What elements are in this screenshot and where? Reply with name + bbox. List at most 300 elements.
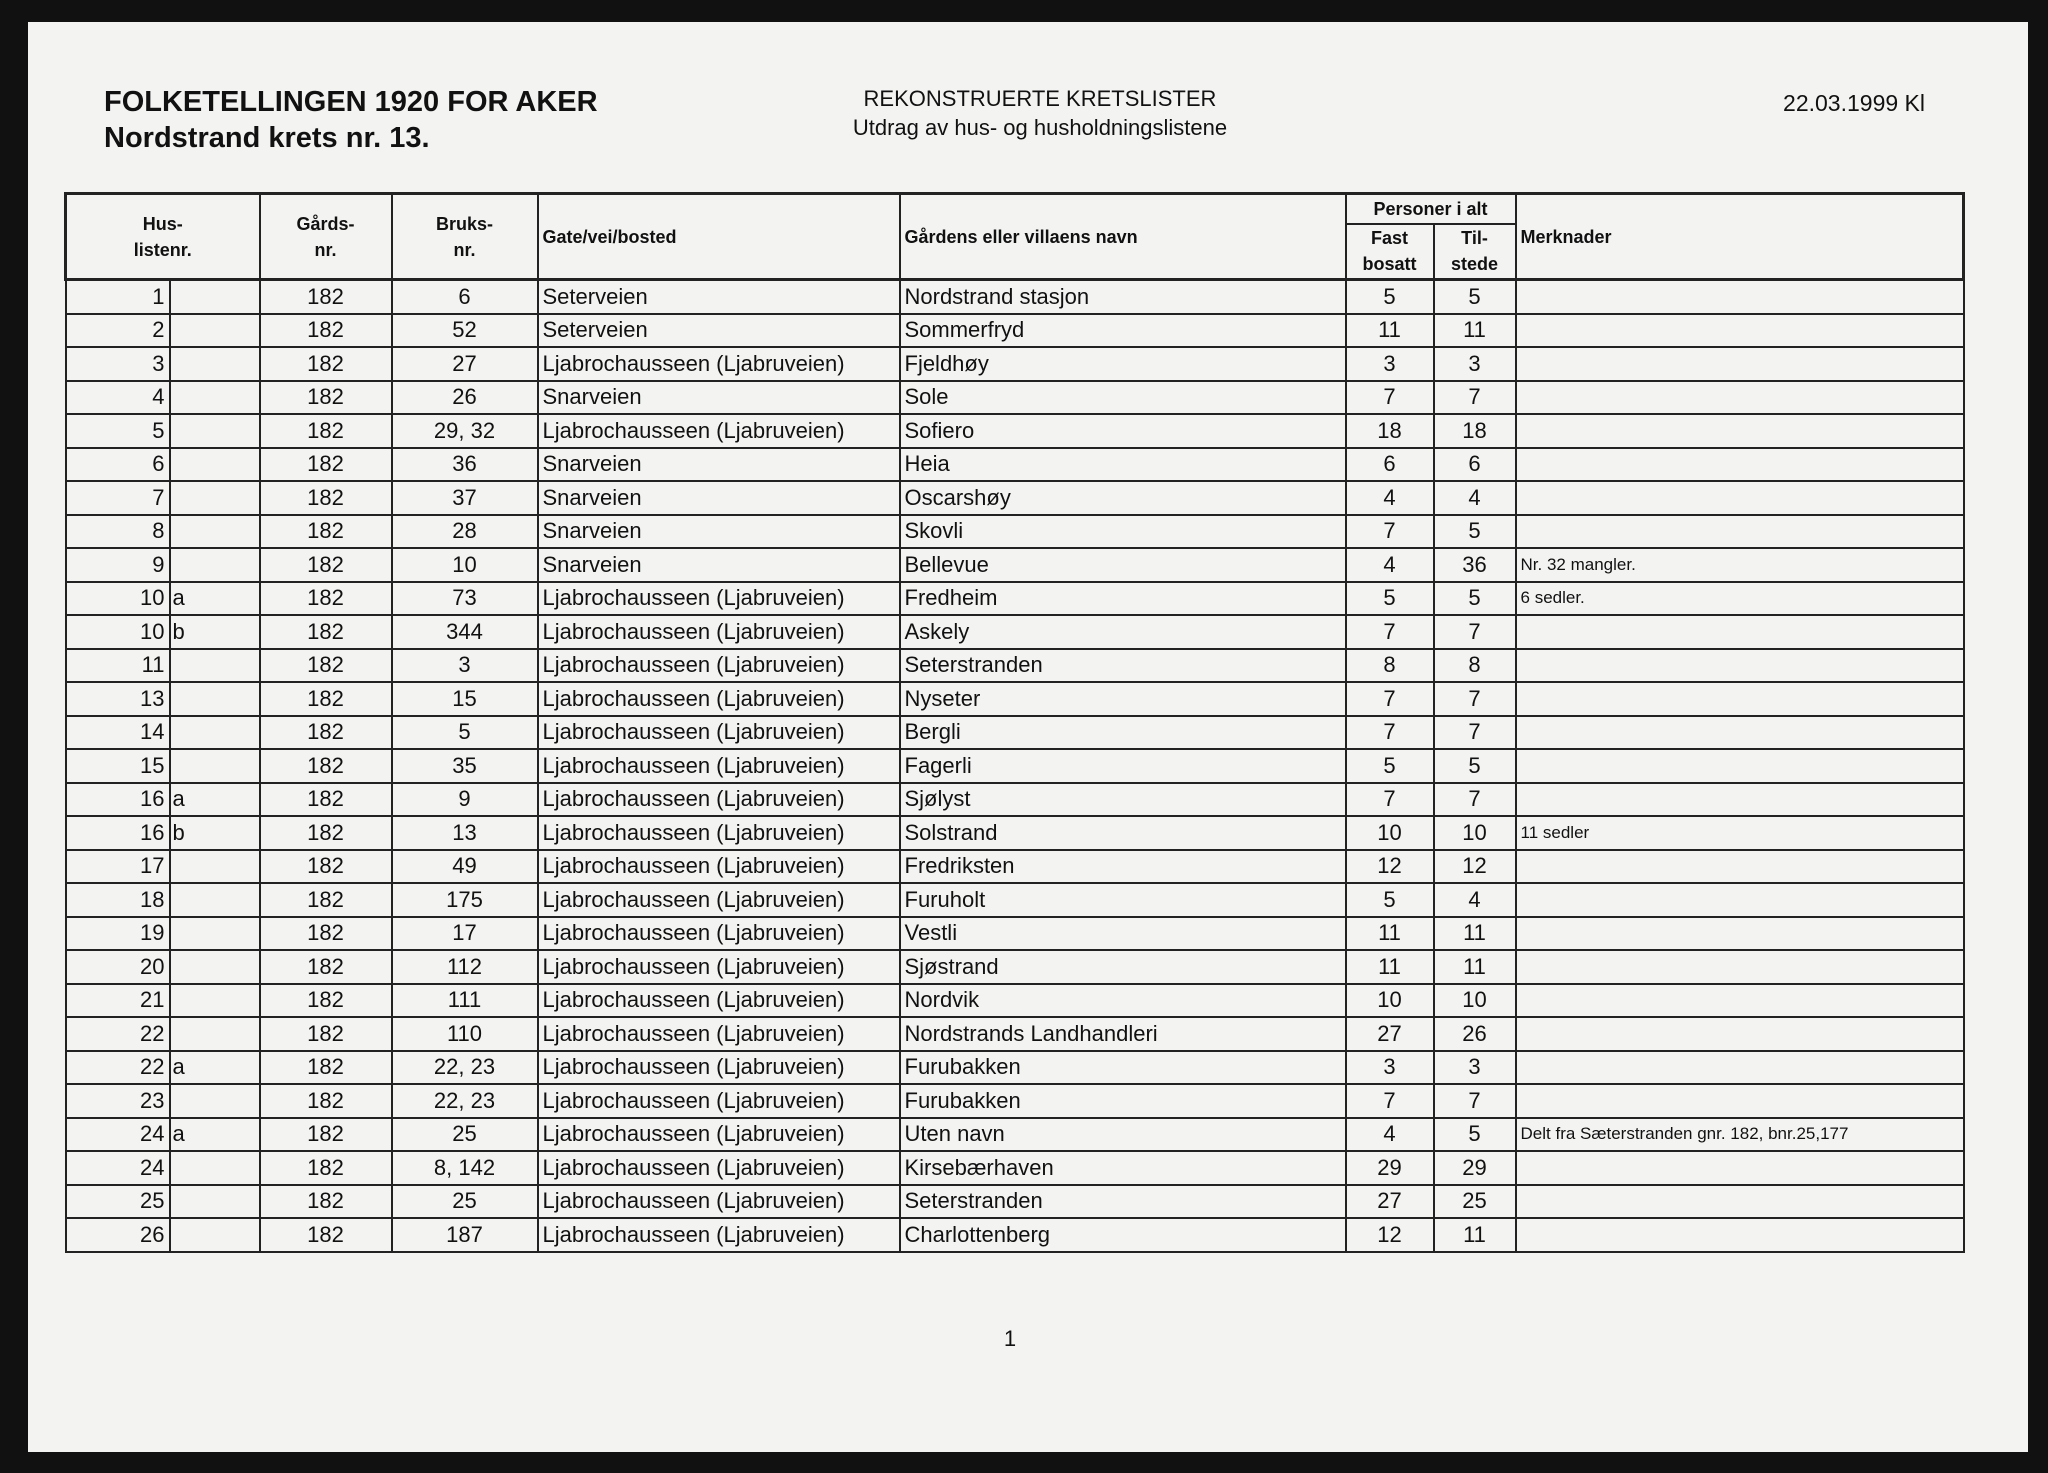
cell-hus: 23 (66, 1084, 170, 1118)
cell-navn: Sole (900, 381, 1346, 415)
cell-hus: 7 (66, 481, 170, 515)
cell-bruks: 175 (392, 883, 538, 917)
cell-gards: 182 (260, 649, 392, 683)
cell-navn: Furuholt (900, 883, 1346, 917)
cell-merknad (1516, 280, 1964, 314)
cell-fast: 7 (1346, 682, 1434, 716)
cell-fast: 3 (1346, 1051, 1434, 1085)
cell-suffix: b (170, 615, 260, 649)
cell-merknad (1516, 314, 1964, 348)
cell-fast: 11 (1346, 917, 1434, 951)
cell-gards: 182 (260, 414, 392, 448)
cell-bruks: 22, 23 (392, 1084, 538, 1118)
cell-gards: 182 (260, 1151, 392, 1185)
cell-suffix (170, 917, 260, 951)
cell-til: 25 (1434, 1185, 1516, 1219)
cell-gards: 182 (260, 615, 392, 649)
cell-til: 12 (1434, 850, 1516, 884)
cell-hus: 3 (66, 347, 170, 381)
cell-fast: 7 (1346, 783, 1434, 817)
table-row (66, 280, 1964, 314)
cell-navn: Askely (900, 615, 1346, 649)
table-row (66, 347, 1964, 381)
cell-navn: Sjøstrand (900, 950, 1346, 984)
cell-gate: Ljabrochausseen (Ljabruveien) (538, 1084, 900, 1118)
cell-suffix (170, 850, 260, 884)
table-row (66, 682, 1964, 716)
cell-merknad: Delt fra Sæterstranden gnr. 182, bnr.25,177 (1516, 1118, 1964, 1152)
cell-navn: Fredriksten (900, 850, 1346, 884)
cell-navn: Seterstranden (900, 1185, 1346, 1219)
cell-gards: 182 (260, 1218, 392, 1252)
cell-merknad (1516, 1017, 1964, 1051)
cell-bruks: 36 (392, 448, 538, 482)
header-til: Til- stede (1434, 224, 1516, 280)
cell-merknad (1516, 481, 1964, 515)
cell-merknad (1516, 850, 1964, 884)
cell-hus: 6 (66, 448, 170, 482)
cell-suffix (170, 984, 260, 1018)
cell-til: 11 (1434, 1218, 1516, 1252)
table-row (66, 749, 1964, 783)
cell-merknad (1516, 984, 1964, 1018)
cell-fast: 8 (1346, 649, 1434, 683)
cell-navn: Uten navn (900, 1118, 1346, 1152)
cell-til: 5 (1434, 582, 1516, 616)
census-table (64, 192, 1965, 1253)
cell-hus: 20 (66, 950, 170, 984)
cell-gards: 182 (260, 917, 392, 951)
cell-suffix: b (170, 816, 260, 850)
cell-gards: 182 (260, 515, 392, 549)
cell-fast: 5 (1346, 883, 1434, 917)
cell-navn: Sjølyst (900, 783, 1346, 817)
cell-merknad (1516, 448, 1964, 482)
cell-gards: 182 (260, 481, 392, 515)
table-row (66, 314, 1964, 348)
cell-suffix (170, 749, 260, 783)
cell-gate: Ljabrochausseen (Ljabruveien) (538, 615, 900, 649)
cell-merknad (1516, 1051, 1964, 1085)
cell-hus: 25 (66, 1185, 170, 1219)
cell-gate: Snarveien (538, 481, 900, 515)
cell-suffix (170, 716, 260, 750)
cell-hus: 26 (66, 1218, 170, 1252)
cell-merknad (1516, 381, 1964, 415)
cell-merknad: Nr. 32 mangler. (1516, 548, 1964, 582)
table-row (66, 917, 1964, 951)
cell-suffix (170, 515, 260, 549)
table-row (66, 984, 1964, 1018)
cell-bruks: 13 (392, 816, 538, 850)
cell-suffix: a (170, 1118, 260, 1152)
cell-bruks: 344 (392, 615, 538, 649)
cell-fast: 3 (1346, 347, 1434, 381)
cell-merknad (1516, 1151, 1964, 1185)
cell-gate: Ljabrochausseen (Ljabruveien) (538, 1017, 900, 1051)
cell-merknad (1516, 515, 1964, 549)
table-row (66, 716, 1964, 750)
cell-bruks: 187 (392, 1218, 538, 1252)
cell-suffix (170, 1218, 260, 1252)
cell-merknad (1516, 682, 1964, 716)
cell-gate: Ljabrochausseen (Ljabruveien) (538, 850, 900, 884)
table-row (66, 515, 1964, 549)
cell-merknad (1516, 615, 1964, 649)
cell-fast: 11 (1346, 950, 1434, 984)
header-bruks: Bruks- nr. (392, 194, 538, 280)
cell-suffix (170, 682, 260, 716)
cell-hus: 2 (66, 314, 170, 348)
cell-navn: Sofiero (900, 414, 1346, 448)
cell-gate: Ljabrochausseen (Ljabruveien) (538, 649, 900, 683)
cell-gate: Snarveien (538, 548, 900, 582)
cell-hus: 11 (66, 649, 170, 683)
cell-fast: 7 (1346, 381, 1434, 415)
table-row (66, 481, 1964, 515)
cell-suffix (170, 381, 260, 415)
cell-hus: 10 (66, 615, 170, 649)
cell-gards: 182 (260, 984, 392, 1018)
cell-merknad (1516, 883, 1964, 917)
cell-bruks: 25 (392, 1185, 538, 1219)
cell-gards: 182 (260, 347, 392, 381)
cell-gards: 182 (260, 1017, 392, 1051)
cell-fast: 10 (1346, 816, 1434, 850)
cell-fast: 4 (1346, 1118, 1434, 1152)
cell-fast: 12 (1346, 1218, 1434, 1252)
table-row (66, 649, 1964, 683)
document-subtitle (790, 84, 1290, 142)
cell-gate: Ljabrochausseen (Ljabruveien) (538, 414, 900, 448)
table-header (66, 194, 1964, 280)
cell-merknad (1516, 716, 1964, 750)
cell-fast: 12 (1346, 850, 1434, 884)
cell-til: 7 (1434, 716, 1516, 750)
cell-fast: 27 (1346, 1185, 1434, 1219)
cell-navn: Kirsebærhaven (900, 1151, 1346, 1185)
cell-fast: 7 (1346, 716, 1434, 750)
cell-navn: Sommerfryd (900, 314, 1346, 348)
cell-bruks: 22, 23 (392, 1051, 538, 1085)
header-fast: Fast bosatt (1346, 224, 1434, 280)
cell-til: 36 (1434, 548, 1516, 582)
cell-til: 11 (1434, 917, 1516, 951)
cell-merknad (1516, 1218, 1964, 1252)
table-row (66, 448, 1964, 482)
cell-til: 18 (1434, 414, 1516, 448)
cell-hus: 17 (66, 850, 170, 884)
cell-til: 11 (1434, 950, 1516, 984)
cell-suffix (170, 1151, 260, 1185)
cell-bruks: 112 (392, 950, 538, 984)
cell-til: 7 (1434, 1084, 1516, 1118)
cell-til: 4 (1434, 481, 1516, 515)
table-row (66, 850, 1964, 884)
cell-til: 10 (1434, 984, 1516, 1018)
cell-fast: 27 (1346, 1017, 1434, 1051)
cell-gards: 182 (260, 783, 392, 817)
cell-suffix (170, 280, 260, 314)
document-date: 22.03.1999 Kl (1783, 90, 1925, 116)
cell-merknad (1516, 1084, 1964, 1118)
table-row (66, 548, 1964, 582)
cell-gards: 182 (260, 381, 392, 415)
cell-navn: Oscarshøy (900, 481, 1346, 515)
cell-hus: 14 (66, 716, 170, 750)
cell-bruks: 110 (392, 1017, 538, 1051)
cell-gate: Ljabrochausseen (Ljabruveien) (538, 716, 900, 750)
cell-gate: Ljabrochausseen (Ljabruveien) (538, 917, 900, 951)
cell-merknad (1516, 783, 1964, 817)
cell-suffix (170, 548, 260, 582)
cell-til: 5 (1434, 280, 1516, 314)
cell-suffix (170, 414, 260, 448)
cell-suffix: a (170, 783, 260, 817)
table-row (66, 1151, 1964, 1185)
header-personer: Personer i alt (1346, 194, 1516, 224)
cell-merknad (1516, 649, 1964, 683)
table-row (66, 381, 1964, 415)
subtitle-line-2: Utdrag av hus- og husholdningslistene (852, 115, 1228, 140)
cell-hus: 19 (66, 917, 170, 951)
cell-navn: Charlottenberg (900, 1218, 1346, 1252)
cell-bruks: 9 (392, 783, 538, 817)
cell-til: 4 (1434, 883, 1516, 917)
table-row (66, 816, 1964, 850)
cell-gards: 182 (260, 716, 392, 750)
cell-navn: Bellevue (900, 548, 1346, 582)
cell-navn: Furubakken (900, 1084, 1346, 1118)
cell-gate: Seterveien (538, 280, 900, 314)
cell-bruks: 73 (392, 582, 538, 616)
cell-fast: 5 (1346, 749, 1434, 783)
cell-fast: 4 (1346, 548, 1434, 582)
cell-navn: Skovli (900, 515, 1346, 549)
cell-merknad (1516, 950, 1964, 984)
cell-bruks: 15 (392, 682, 538, 716)
cell-fast: 7 (1346, 515, 1434, 549)
cell-navn: Nordvik (900, 984, 1346, 1018)
cell-bruks: 29, 32 (392, 414, 538, 448)
cell-gards: 182 (260, 749, 392, 783)
cell-suffix (170, 649, 260, 683)
cell-bruks: 28 (392, 515, 538, 549)
cell-gards: 182 (260, 883, 392, 917)
header-navn: Gårdens eller villaens navn (900, 194, 1346, 280)
cell-fast: 7 (1346, 1084, 1434, 1118)
subtitle-line-1: REKONSTRUERTE KRETSLISTER (863, 86, 1217, 111)
cell-suffix (170, 1084, 260, 1118)
cell-navn: Seterstranden (900, 649, 1346, 683)
cell-suffix (170, 883, 260, 917)
cell-navn: Fjeldhøy (900, 347, 1346, 381)
cell-hus: 4 (66, 381, 170, 415)
cell-hus: 21 (66, 984, 170, 1018)
cell-gards: 182 (260, 314, 392, 348)
cell-gards: 182 (260, 850, 392, 884)
cell-til: 5 (1434, 1118, 1516, 1152)
cell-gate: Snarveien (538, 381, 900, 415)
cell-til: 5 (1434, 515, 1516, 549)
cell-gate: Ljabrochausseen (Ljabruveien) (538, 582, 900, 616)
cell-merknad (1516, 347, 1964, 381)
cell-gards: 182 (260, 582, 392, 616)
cell-suffix (170, 347, 260, 381)
cell-gate: Ljabrochausseen (Ljabruveien) (538, 816, 900, 850)
cell-fast: 5 (1346, 582, 1434, 616)
cell-hus: 1 (66, 280, 170, 314)
document-title (104, 84, 598, 156)
cell-merknad (1516, 917, 1964, 951)
cell-gate: Ljabrochausseen (Ljabruveien) (538, 1185, 900, 1219)
cell-hus: 15 (66, 749, 170, 783)
cell-gate: Ljabrochausseen (Ljabruveien) (538, 682, 900, 716)
cell-bruks: 5 (392, 716, 538, 750)
cell-suffix (170, 950, 260, 984)
cell-hus: 16 (66, 783, 170, 817)
cell-fast: 6 (1346, 448, 1434, 482)
cell-gate: Ljabrochausseen (Ljabruveien) (538, 347, 900, 381)
cell-til: 7 (1434, 381, 1516, 415)
cell-hus: 22 (66, 1017, 170, 1051)
table-row (66, 883, 1964, 917)
cell-gards: 182 (260, 682, 392, 716)
table-row (66, 582, 1964, 616)
cell-gate: Ljabrochausseen (Ljabruveien) (538, 1051, 900, 1085)
table-row (66, 950, 1964, 984)
cell-fast: 7 (1346, 615, 1434, 649)
cell-gards: 182 (260, 1084, 392, 1118)
cell-hus: 24 (66, 1118, 170, 1152)
table-row (66, 1118, 1964, 1152)
cell-til: 8 (1434, 649, 1516, 683)
cell-fast: 11 (1346, 314, 1434, 348)
cell-bruks: 17 (392, 917, 538, 951)
cell-til: 26 (1434, 1017, 1516, 1051)
cell-gate: Snarveien (538, 515, 900, 549)
cell-suffix: a (170, 582, 260, 616)
cell-hus: 10 (66, 582, 170, 616)
cell-navn: Fagerli (900, 749, 1346, 783)
cell-merknad (1516, 1185, 1964, 1219)
cell-bruks: 3 (392, 649, 538, 683)
cell-bruks: 27 (392, 347, 538, 381)
cell-gate: Ljabrochausseen (Ljabruveien) (538, 950, 900, 984)
cell-suffix (170, 314, 260, 348)
cell-fast: 18 (1346, 414, 1434, 448)
table-row (66, 1084, 1964, 1118)
cell-suffix (170, 1185, 260, 1219)
cell-til: 7 (1434, 783, 1516, 817)
page-number: 1 (1003, 1326, 1017, 1351)
cell-bruks: 8, 142 (392, 1151, 538, 1185)
table-row (66, 1051, 1964, 1085)
cell-suffix: a (170, 1051, 260, 1085)
cell-hus: 22 (66, 1051, 170, 1085)
cell-hus: 16 (66, 816, 170, 850)
cell-hus: 9 (66, 548, 170, 582)
cell-gards: 182 (260, 1118, 392, 1152)
cell-bruks: 49 (392, 850, 538, 884)
cell-gards: 182 (260, 1185, 392, 1219)
cell-gards: 182 (260, 280, 392, 314)
cell-hus: 8 (66, 515, 170, 549)
cell-navn: Vestli (900, 917, 1346, 951)
cell-navn: Furubakken (900, 1051, 1346, 1085)
cell-gards: 182 (260, 448, 392, 482)
table-row (66, 1017, 1964, 1051)
cell-bruks: 6 (392, 280, 538, 314)
table-body (66, 280, 1964, 1252)
cell-navn: Bergli (900, 716, 1346, 750)
cell-hus: 24 (66, 1151, 170, 1185)
cell-fast: 5 (1346, 280, 1434, 314)
cell-gate: Ljabrochausseen (Ljabruveien) (538, 883, 900, 917)
cell-bruks: 52 (392, 314, 538, 348)
table-row (66, 615, 1964, 649)
cell-merknad (1516, 749, 1964, 783)
cell-suffix (170, 1017, 260, 1051)
table-row (66, 1185, 1964, 1219)
cell-til: 11 (1434, 314, 1516, 348)
cell-merknad: 11 sedler (1516, 816, 1964, 850)
cell-suffix (170, 448, 260, 482)
cell-gards: 182 (260, 950, 392, 984)
cell-gate: Ljabrochausseen (Ljabruveien) (538, 984, 900, 1018)
header-hus: Hus- listenr. (66, 194, 260, 280)
cell-gate: Seterveien (538, 314, 900, 348)
cell-gards: 182 (260, 816, 392, 850)
cell-suffix (170, 481, 260, 515)
cell-gate: Snarveien (538, 448, 900, 482)
cell-bruks: 26 (392, 381, 538, 415)
cell-navn: Fredheim (900, 582, 1346, 616)
cell-hus: 18 (66, 883, 170, 917)
cell-navn: Nordstrand stasjon (900, 280, 1346, 314)
cell-hus: 13 (66, 682, 170, 716)
cell-til: 7 (1434, 682, 1516, 716)
table-row (66, 414, 1964, 448)
cell-til: 6 (1434, 448, 1516, 482)
cell-gate: Ljabrochausseen (Ljabruveien) (538, 783, 900, 817)
title-line-1: FOLKETELLINGEN 1920 FOR AKER (104, 86, 598, 118)
cell-gards: 182 (260, 1051, 392, 1085)
cell-gate: Ljabrochausseen (Ljabruveien) (538, 1218, 900, 1252)
cell-merknad (1516, 414, 1964, 448)
header-gards: Gårds- nr. (260, 194, 392, 280)
cell-hus: 5 (66, 414, 170, 448)
cell-til: 3 (1434, 1051, 1516, 1085)
cell-til: 29 (1434, 1151, 1516, 1185)
header-merknader: Merknader (1516, 194, 1964, 280)
table-row (66, 783, 1964, 817)
cell-gate: Ljabrochausseen (Ljabruveien) (538, 1151, 900, 1185)
cell-navn: Heia (900, 448, 1346, 482)
cell-til: 3 (1434, 347, 1516, 381)
cell-gards: 182 (260, 548, 392, 582)
cell-bruks: 25 (392, 1118, 538, 1152)
table-row (66, 1218, 1964, 1252)
cell-fast: 29 (1346, 1151, 1434, 1185)
cell-navn: Nordstrands Landhandleri (900, 1017, 1346, 1051)
cell-fast: 10 (1346, 984, 1434, 1018)
cell-gate: Ljabrochausseen (Ljabruveien) (538, 749, 900, 783)
cell-fast: 4 (1346, 481, 1434, 515)
cell-navn: Nyseter (900, 682, 1346, 716)
cell-bruks: 35 (392, 749, 538, 783)
cell-til: 7 (1434, 615, 1516, 649)
